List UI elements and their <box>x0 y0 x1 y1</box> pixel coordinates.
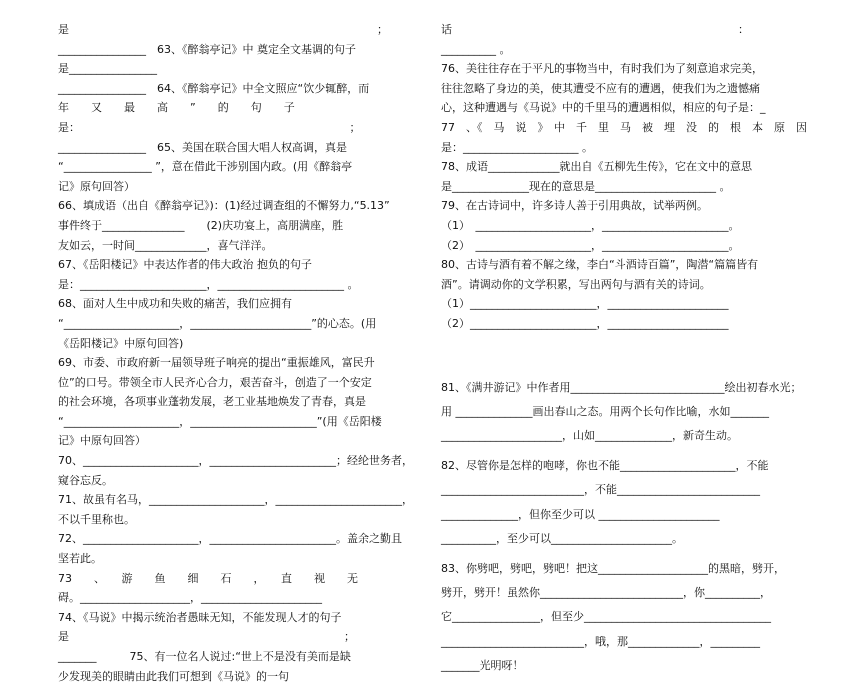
question-q82 <box>441 454 803 551</box>
question-q75b <box>441 20 803 59</box>
question-line: 是： ； <box>58 120 361 134</box>
left-column <box>58 20 424 686</box>
question-line: ________________ 63、《醉翁亭记》中 奠定全文基调的句子 <box>58 42 356 56</box>
question-q67 <box>58 255 424 294</box>
question-line: 友如云，一时间_____________，喜气洋洋。 <box>58 238 273 252</box>
question-q72 <box>58 529 424 568</box>
question-line: 用 ______________画出春山之态。用两个长句作比喻，水如_______ <box>441 404 769 418</box>
question-line: 69、市委、市政府新一届领导班子响亮的提出“重振雄风，富民升 <box>58 356 375 370</box>
right-bottom-block <box>441 376 803 678</box>
question-q73 <box>58 569 424 608</box>
question-q64 <box>58 79 424 138</box>
question-line: 碍。____________________，______________________ <box>58 591 322 605</box>
question-line: 81、《满井游记》中作者用____________________________绘出初春水光； <box>441 380 802 394</box>
question-line: 72、_____________________，_______________________。盖余之勤且 <box>58 532 402 546</box>
question-q75 <box>58 647 424 686</box>
question-line: 80、古诗与酒有着不解之缘，李白“斗酒诗百篇”，陶潜“篇篇皆有 <box>441 258 759 272</box>
question-line: 它________________，但至少__________________________________ <box>441 610 771 624</box>
question-q83 <box>441 557 803 678</box>
question-line: 是：_____________________ 。 <box>441 140 593 154</box>
question-line: 是________________ <box>58 62 157 76</box>
question-line: 74、《马说》中揭示统治者愚昧无知，不能发现人才的句子 <box>58 610 342 624</box>
question-line: 不以千里称也。 <box>58 512 135 526</box>
question-line: 71、故虽有名马，_____________________，_______________________， <box>58 493 413 507</box>
question-q77 <box>441 118 807 157</box>
question-line: “_____________________，_______________________”(用《岳阳楼 <box>58 414 382 428</box>
question-line: “________________ ”，意在借此干涉别国内政。(用《醉翁亭 <box>58 160 353 174</box>
question-line: 67、《岳阳楼记》中表达作者的伟大政治 抱负的句子 <box>58 258 312 272</box>
question-q79 <box>441 196 803 255</box>
question-line: 记》中原句回答） <box>58 434 146 448</box>
question-line: 的社会环境，各项事业蓬勃发展，老工业基地焕发了青春，真是 <box>58 395 366 409</box>
question-line: 劈开，劈开！虽然你__________________________，你__________， <box>441 586 771 600</box>
question-q81 <box>441 376 803 449</box>
question-line: 坚若此。 <box>58 552 102 566</box>
question-q66 <box>58 196 424 255</box>
question-line: 记》原句回答） <box>58 179 135 193</box>
question-line: 酒”。请调动你的文学积累，写出两句与酒有关的诗词。 <box>441 277 711 291</box>
question-line: （2）_______________________，______________________ <box>441 316 729 330</box>
question-q78 <box>441 157 803 196</box>
question-line: （2） _____________________，_______________________。 <box>441 238 740 252</box>
question-line: 82、尽管你是怎样的咆哮，你也不能_____________________，不能 <box>441 459 769 473</box>
question-line: 心，这种遭遇与《马说》中的千里马的遭遇相似，相应的句子是：_ <box>441 101 766 115</box>
question-line: __________ 。 <box>441 42 511 56</box>
question-line: （1） _____________________，_______________________。 <box>441 218 740 232</box>
question-q80 <box>441 255 803 333</box>
question-q69 <box>58 353 424 451</box>
question-line: （1）_______________________，______________________ <box>441 297 729 311</box>
question-line: ______________________，山如______________，新奇生动。 <box>441 428 738 442</box>
question-line: 是______________现在的意思是______________________ 。 <box>441 179 731 193</box>
question-line: 83、你劈吧，劈吧，劈吧！把这____________________的黑暗，劈开， <box>441 561 785 575</box>
question-line: ________________ 65、美国在联合国大唱人权高调，真是 <box>58 140 347 154</box>
question-line: 是 ； <box>58 23 388 36</box>
question-line: __________，至少可以______________________。 <box>441 531 683 545</box>
question-line: 话 ： <box>441 23 749 36</box>
question-q76 <box>441 59 803 118</box>
question-line: ________________ 64、《醉翁亭记》中全文照应“饮少辄醉，而 <box>58 81 370 95</box>
question-line: 窥谷忘反。 <box>58 473 113 487</box>
question-q70 <box>58 451 424 490</box>
question-line: 79、在古诗词中，许多诗人善于引用典故，试举两例。 <box>441 199 708 213</box>
question-line: 是 ； <box>58 630 355 644</box>
question-line: _______ 75、有一位名人说过:“世上不是没有美而是缺 <box>58 650 351 663</box>
question-line: 78、成语_____________就出自《五柳先生传》，它在文中的意思 <box>441 160 752 174</box>
question-line: 《岳阳楼记》中原句回答) <box>58 336 184 350</box>
right-top-block <box>441 20 807 334</box>
question-line: 70、_____________________，_______________________；经纶世务者， <box>58 454 413 468</box>
question-line: _______光明呀！ <box>441 658 524 672</box>
question-line: 位”的口号。带领全市人民齐心合力，艰苦奋斗，创造了一个安定 <box>58 375 372 389</box>
question-line: ______________，但你至少可以 ______________________ <box>441 507 720 521</box>
question-line: __________________________，不能__________________________ <box>441 483 760 497</box>
question-line: “_____________________，______________________”的心态。(用 <box>58 316 377 330</box>
question-line: 年 又 最 高 ” 的 句 子 <box>58 101 295 115</box>
question-q63 <box>58 40 424 79</box>
question-line: __________________________，哦，那_____________，_________ <box>441 634 760 648</box>
question-line: 68、面对人生中成功和失败的痛苦，我们应拥有 <box>58 297 292 311</box>
right-column <box>441 20 807 678</box>
question-line: 事件终于_______________ (2)庆功宴上，高朋满座，胜 <box>58 218 344 232</box>
question-line: 76、美往往存在于平凡的事物当中，有时我们为了刻意追求完美， <box>441 62 763 76</box>
question-line: 往往忽略了身边的美，使其遭受不应有的遭遇，使我们为之遗憾痛 <box>441 81 760 95</box>
question-line: 是：_______________________，_______________________ 。 <box>58 277 359 291</box>
question-q74 <box>58 608 424 647</box>
question-q68 <box>58 294 424 353</box>
question-line: 73 、 游 鱼 细 石 ， 直 视 无 <box>58 571 358 585</box>
question-line: 77 、《 马 说 》 中 千 里 马 被 埋 没 的 根 本 原 因 <box>441 120 807 134</box>
question-line: 少发现美的眼睛由此我们可想到《马说》的一句 <box>58 669 289 683</box>
question-q65 <box>58 138 424 197</box>
question-line: 66、填成语（出自《醉翁亭记》)：(1)经过调查组的不懈努力,“5.13” <box>58 199 390 213</box>
question-q71 <box>58 490 424 529</box>
question-q62 <box>58 20 424 40</box>
